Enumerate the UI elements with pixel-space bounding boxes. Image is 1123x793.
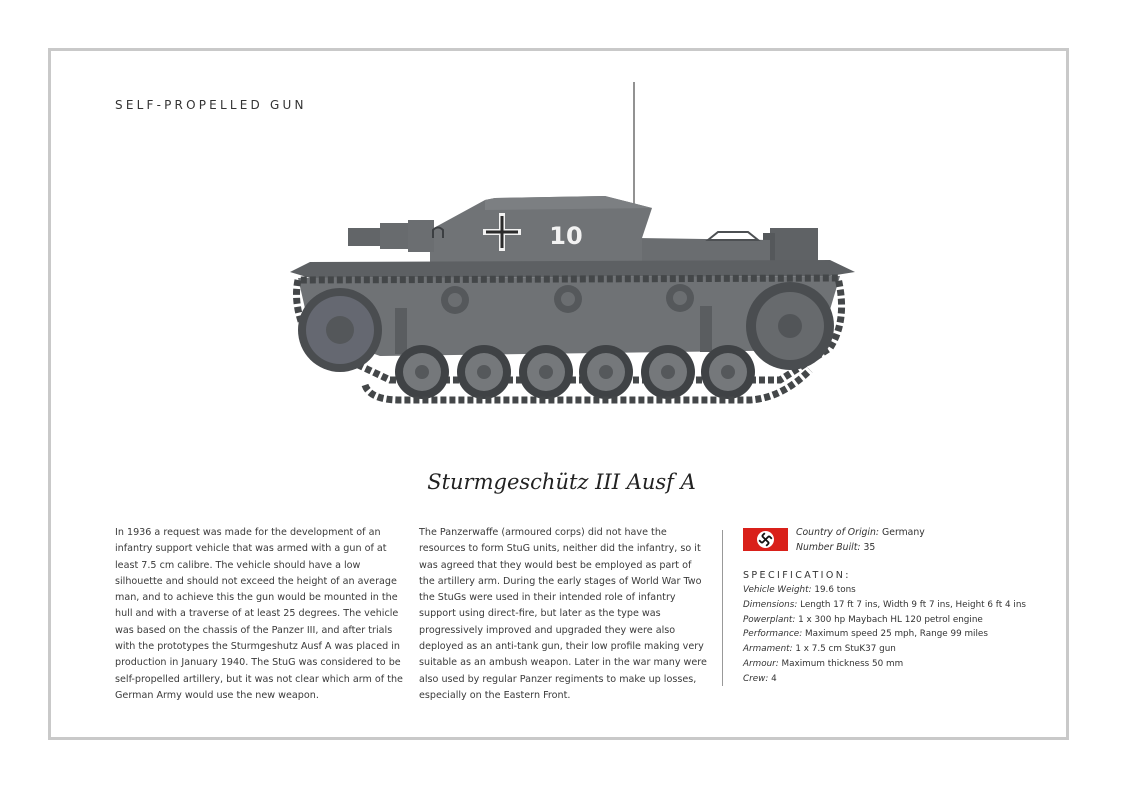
spec-row-performance: Performance: Maximum speed 25 mph, Range 99 miles xyxy=(743,629,988,640)
description-column-2: The Panzerwaffe (armoured corps) did not have the resources to form StuG units, neither did the infantry, so it was agreed that they would best be employed as part of the artillery arm. During the early stages of World War Two the StuGs were used in their intended role of infantry support using direct-fire, but later as the type was progressively improved and upgraded they were also deployed as an anti-tank gun, their low profile making very suitable as an ambush weapon. Later in the war many were also used by regular Panzer regiments to make up losses, especially on the Eastern Front. xyxy=(419,527,707,701)
spec-row-powerplant: Powerplant: 1 x 300 hp Maybach HL 120 petrol engine xyxy=(743,614,983,625)
spec-row-dimensions: Dimensions: Length 17 ft 7 ins, Width 9 ft 7 ins, Height 6 ft 4 ins xyxy=(743,599,1026,610)
origin-block xyxy=(796,525,925,555)
category-label: SELF-PROPELLED GUN xyxy=(115,98,307,112)
hull-number: 10 xyxy=(549,222,583,250)
vehicle-title: Sturmgeschütz III Ausf A xyxy=(427,470,696,494)
specification-list xyxy=(743,583,1043,687)
spec-row-armour: Armour: Maximum thickness 50 mm xyxy=(743,658,904,669)
spec-row-armament: Armament: 1 x 7.5 cm StuK37 gun xyxy=(743,644,896,655)
built-value: 35 xyxy=(863,542,876,553)
description-column-1: In 1936 a request was made for the development of an infantry support vehicle that was armed with a gun of at least 7.5 cm calibre. The vehicle should have a low silhouette and should not exceed the height of an average man, and to achieve this the gun would be mounted in the hull and with a traverse of at least 25 degrees. The vehicle was based on the chassis of the Panzer III, and after trials with the prototypes the Sturmgeshutz Ausf A was placed in production in January 1940. The StuG was considered to be self-propelled artillery, but it was not clear which arm of the German Army would use the new weapon. xyxy=(115,527,403,701)
column-divider xyxy=(722,530,723,686)
spec-row-crew: Crew: 4 xyxy=(743,673,777,684)
flag-icon xyxy=(743,528,788,551)
spec-row-weight: Vehicle Weight: 19.6 tons xyxy=(743,585,856,595)
country-value: Germany xyxy=(882,527,925,538)
country-label: Country of Origin: xyxy=(796,527,880,538)
specification-heading: SPECIFICATION: xyxy=(743,570,851,581)
built-label: Number Built: xyxy=(796,542,861,553)
tank-illustration xyxy=(270,80,870,410)
